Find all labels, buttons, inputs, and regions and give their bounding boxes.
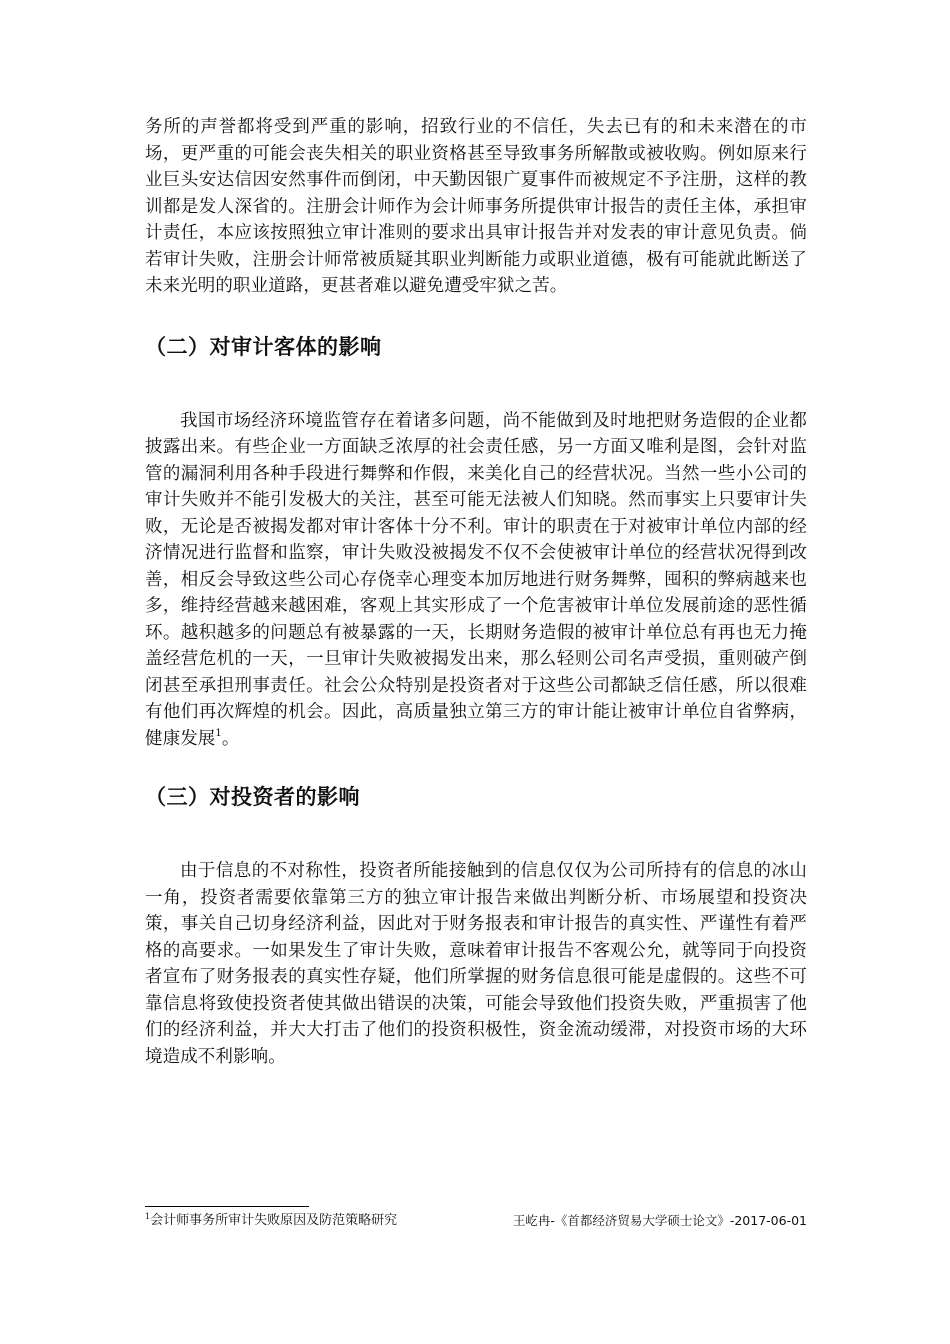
paragraph-audit-object: 我国市场经济环境监管存在着诸多问题，尚不能做到及时地把财务造假的企业都披露出来。有些企业一方面缺乏浓厚的社会责任感，另一方面又唯利是图，会针对监管的漏洞利用各种手段进行舞弊和作假，来美化自己的经营状况。当然一些小公司的审计失败并不能引发极大的关注，甚至可能无法被人们知晓。然而事实上只要审计失败，无论是否被揭发都对审计客体十分不利。审计的职责在于对被审计单位内部的经济情况进行监督和监察，审计失败没被揭发不仅不会使被审计单位的经营状况得到改善，相反会导致这些公司心存侥幸心理变本加厉地进行财务舞弊，囤积的弊病越来也多，维持经营越来越困难，客观上其实形成了一个危害被审计单位发展前途的恶性循环。越积越多的问题总有被暴露的一天，长期财务造假的被审计单位总有再也无力掩盖经营危机的一天，一旦审计失败被揭发出来，那么轻则公司名声受损，重则破产倒闭甚至承担刑事责任。社会公众特别是投资者对于这些公司都缺乏信任感，所以很难有他们再次辉煌的机会。因此，高质量独立第三方的审计能让被审计单位自省弊病，健康发展$^1$。	[145, 410, 807, 749]
footnote-reference[interactable]: 1	[215, 727, 222, 739]
footnote	[145, 1212, 807, 1230]
paragraph-investors: 由于信息的不对称性，投资者所能接触到的信息仅仅为公司所持有的信息的冰山一角，投资者需要依靠第三方的独立审计报告来做出判断分析、市场展望和投资决策，事关自己切身经济利益，因此对于财务报表和审计报告的真实性、严谨性有着严格的高要求。一如果发生了审计失败，意味着审计报告不客观公允，就等同于向投资者宣布了财务报表的真实性存疑，他们所掌握的财务信息很可能是虚假的。这些不可靠信息将致使投资者使其做出错误的决策，可能会导致他们投资失败，严重损害了他们的经济利益，并大大打击了他们的投资积极性，资金流动缓滞，对投资市场的大环境造成不利影响。	[145, 861, 807, 1067]
section-heading-audit-object: （二）对审计客体的影响	[145, 334, 382, 359]
footnote-source-title	[145, 1212, 397, 1230]
footnote-marker: 1	[145, 1212, 151, 1221]
section-heading-investors: （三）对投资者的影响	[145, 785, 360, 809]
document-body	[145, 114, 807, 1070]
paragraph-audit-object-text: 我国市场经济环境监管存在着诸多问题，尚不能做到及时地把财务造假的企业都披露出来。有些企业一方面缺乏浓厚的社会责任感，另一方面又唯利是图，会针对监管的漏洞利用各种手段进行舞弊和作假，来美化自己的经营状况。当然一些小公司的审计失败并不能引发极大的关注，甚至可能无法被人们知晓。然而事实上只要审计失败，无论是否被揭发都对审计客体十分不利。审计的职责在于对被审计单位内部的经济情况进行监督和监察，审计失败没被揭发不仅不会使被审计单位的经营状况得到改善，相反会导致这些公司心存侥幸心理变本加厉地进行财务舞弊，囤积的弊病越来也多，维持经营越来越困难，客观上其实形成了一个危害被审计单位发展前途的恶性循环。越积越多的问题总有被暴露的一天，长期财务造假的被审计单位总有再也无力掩盖经营危机的一天，一旦审计失败被揭发出来，那么轻则公司名声受损，重则破产倒闭甚至承担刑事责任。社会公众特别是投资者对于这些公司都缺乏信任感，所以很难有他们再次辉煌的机会。因此，高质量独立第三方的审计能让被审计单位自省弊病，健康发展	[145, 410, 807, 749]
footnote-title-text: 会计师事务所审计失败原因及防范策略研究	[150, 1213, 398, 1228]
paragraph-consequences-firm: 务所的声誉都将受到严重的影响，招致行业的不信任，失去已有的和未来潜在的市场，更严重的可能会丧失相关的职业资格甚至导致事务所解散或被收购。例如原来行业巨头安达信因安然事件而倒闭，中天勤因银广夏事件而被规定不予注册，这样的教训都是发人深省的。注册会计师作为会计师事务所提供审计报告的责任主体，承担审计责任，本应该按照独立审计准则的要求出具审计报告并对发表的审计意见负责。倘若审计失败，注册会计师常被质疑其职业判断能力或职业道德，极有可能就此断送了未来光明的职业道路，更甚者难以避免遭受牢狱之苦。	[145, 117, 807, 296]
footnote-citation: 王屹冉-《首都经济贸易大学硕士论文》-2017-06-01	[512, 1213, 807, 1228]
footnote-divider	[145, 1206, 309, 1207]
